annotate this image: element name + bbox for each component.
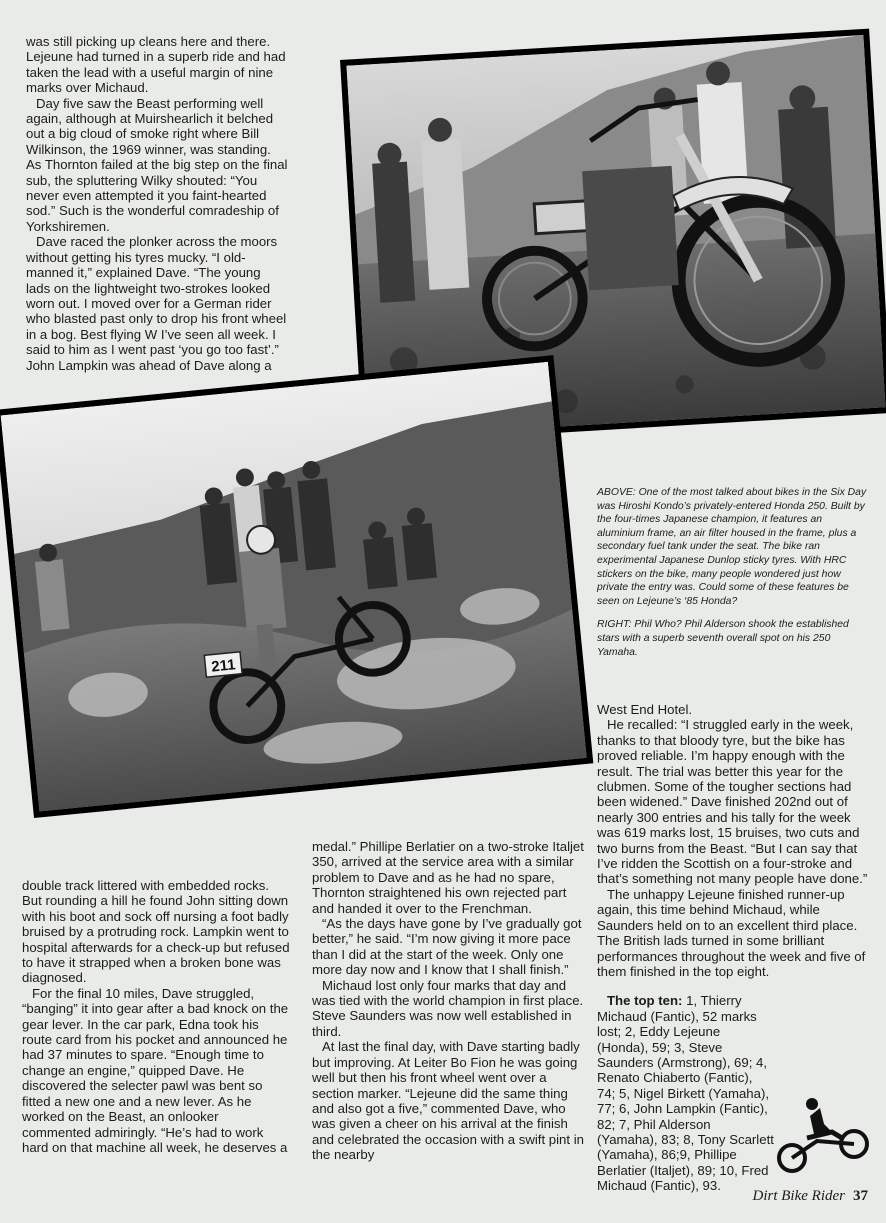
paragraph: The unhappy Lejeune finished runner-up again, this time behind Michaud, while Saunders held on to an excellent third place. The British lads turned in some brilliant performances throughout the week and five of them finished in the top eight. — [597, 886, 866, 979]
top-ten-text: 1, Thierry Michaud (Fantic), 52 marks lost; 2, Eddy Lejeune (Honda), 59; 3, Steve Saunders (Armstrong), 69; 4, Renato Chiaberto (Fantic), 74; 5, Nigel Birkett (Yamaha), 77; 6, John Lampkin (Fantic), 82; 7, Phil Alderson (Yamaha), 83; 8, Tony Scarlett (Yamaha), 86;9, Phillipe Berlatier (Italjet), 89; 10, Fred Michaud (Fantic), 93. — [597, 993, 774, 1194]
paragraph: West End Hotel. — [597, 702, 693, 717]
column-1-top — [26, 34, 288, 373]
page-footer — [753, 1188, 868, 1205]
photo-alderson-image — [1, 362, 587, 812]
paragraph: For the final 10 miles, Dave struggled, “banging” it into gear after a bad knock on the gear lever. In the car park, Edna took his route card from his pocket and announced he had 37 minutes to spare. “Enough time to change an engine,” quipped Dave. He discovered the selecter pawl was bent so fitted a new one and a new lever. As he worked on the Beast, an onlooker commented admiringly. “He’s had to work hard on that machine all week, he deserves a — [22, 985, 289, 1155]
column-1-bottom — [22, 878, 290, 1155]
caption-right: RIGHT: Phil Who? Phil Alderson shook the established stars with a superb seventh overall spot on his 250 Yamaha. — [597, 619, 849, 658]
paragraph: medal.” Phillipe Berlatier on a two-stroke Italjet 350, arrived at the service area with a similar problem to Dave and as he had no spare, Thornton straightened his own rejected part and handed it over to the Frenchman. — [312, 839, 584, 916]
paragraph: Dave raced the plonker across the moors without getting his tyres mucky. “I old-manned it,” explained Dave. “The young lads on the lightweight two-strokes looked worn out. I moved over for a German rider who blasted past only to drop his front wheel in a bog. Best flying W I’ve seen all week. I said to him as I went past ‘you go too fast’.” John Lampkin was ahead of Dave along a — [26, 234, 287, 373]
page-number: 37 — [853, 1188, 868, 1204]
photo-alderson-yamaha — [0, 355, 593, 818]
top-ten-label: The top ten: — [607, 993, 683, 1009]
paragraph: At last the final day, with Dave starting badly but improving. At Leiter Bo Fion he was going well but then his front wheel went over a section marker. “Lejeune did the same thing and also got a five,” commented Dave, who was given a cheer on his arrival at the finish and celebrated the occasion with a swift pint in the nearby — [312, 1039, 584, 1163]
rider-number-plate: 211 — [210, 656, 237, 676]
trials-rider-icon — [772, 1096, 872, 1176]
caption-above: ABOVE: One of the most talked about bikes in the Six Day was Hiroshi Kondo’s privately-entered Honda 250. Built by the four-times Japanese champion, it features an aluminium frame, an air filter housed in the frame, plus a secondary fuel tank under the seat. The bike ran experimental Japanese Dunlop sticky tyres. With HRC stickers on the bike, many people wondered just how private the entry was. Could some of these features be seen on Lejeune’s ‘85 Honda? — [597, 487, 867, 607]
paragraph: Michaud lost only four marks that day and was tied with the world champion in first place. Steve Saunders was now well established in third. — [312, 977, 584, 1039]
paragraph: He recalled: “I struggled early in the week, thanks to that bloody tyre, but the bike has proved reliable. I’m happy enough with the result. The trial was better this year for the clubmen. Some of the tougher sections had been widened.” Dave finished 202nd out of nearly 300 entries and his tally for the week was 619 marks lost, 15 bruises, two cuts and two burns from the Beast. “But I can say that I’ve ridden the Scottish on a four-stroke and that’s something not many people have done.” — [597, 717, 868, 887]
photo-captions — [597, 486, 869, 669]
paragraph: Day five saw the Beast performing well again, although at Muirshearlich it belched out a big cloud of smoke right where Bill Wilkinson, the 1969 winner, was standing. As Thornton failed at the big step on the final sub, the spluttering Wilky shouted: “You never even attempted it you faint-hearted sod.” Such is the wonderful comradeship of Yorkshiremen. — [26, 95, 288, 234]
paragraph: double track littered with embedded rocks. But rounding a hill he found John sitting down with his boot and sock off nursing a foot badly bruised by a protruding rock. Lampkin went to hospital afterwards for a check-up but refused to have it strapped when a broken bone was diagnosed. — [22, 878, 290, 986]
magazine-name: Dirt Bike Rider — [752, 1188, 845, 1204]
column-2 — [312, 839, 584, 1163]
paragraph: was still picking up cleans here and there. Lejeune had turned in a superb ride and had taken the lead with a useful margin of nine marks over Michaud. — [26, 34, 286, 96]
paragraph: “As the days have gone by I’ve gradually got better,” he said. “I’m now giving it more pace than I did at the start of the week. Only one more day now and I know that I shall finish.” — [312, 916, 582, 978]
